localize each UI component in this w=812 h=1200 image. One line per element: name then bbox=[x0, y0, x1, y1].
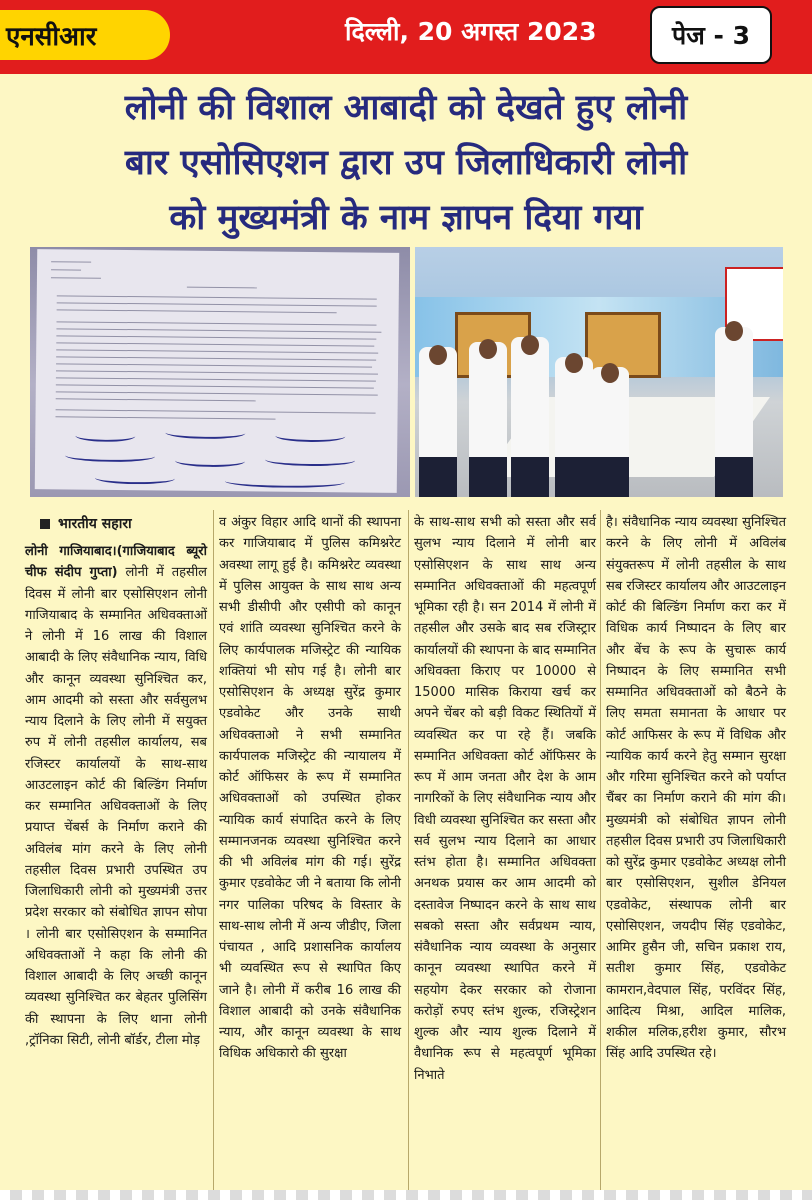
column-rule bbox=[213, 510, 214, 1190]
person bbox=[511, 337, 549, 497]
credit-line bbox=[40, 514, 132, 533]
dateline: दिल्ली, 20 अगस्त 2023 bbox=[345, 17, 597, 46]
article-column-4 bbox=[606, 512, 786, 1187]
article-column-1 bbox=[25, 541, 207, 1187]
article-column-3-text: के साथ-साथ सभी को सस्ता और सर्व सुलभ न्याय दिलाने में लोनी बार एसोसिएशन के साथ साथ अन्य सम्मानित अधिवक्ताओं की महत्वपूर्ण भूमिका रही है। सन 2014 में लोनी में तहसील और उसके बाद सब रजिस्ट्रार कार्यालयों की स्थापना के बाद सम्मानित अधिवक्ता किराए पर 10000 से 15000 मासिक किराया खर्च कर अपने चेंबर को बड़ी विकट स्थितियों में व्यवस्थित कर पा रहे हैं। जबकि सम्मानित अधिवक्ता कोर्ट ऑफिसर के रूप में आम जनता और देश के आम नागरिकों के लिए संवैधानिक न्याय और विधी व्यवस्था सुनिश्चित कर सस्ता और सर्व सुलभ न्याय दिलाने का आधार स्तंभ होता है। सम्मानित अधिवक्ता अनथक प्रयास कर आम आदमी को दस्तावेज निष्पादन करने के साथ साथ सबको सस्ता और सर्वप्रथम न्याय, संवैधानिक न्याय व्यवस्था के अनुसार कानून व्यवस्था स्थापित करने में सहयोग देकर सरकार को रोजाना करोड़ों रुपए स्तंभ शुल्क, रजिस्ट्रेशन शुल्क और न्याय शुल्क दिलाने में वैधानिक रूप से महत्वपूर्ण भूमिका निभाते bbox=[414, 515, 596, 1083]
memorandum-letter-photo bbox=[30, 247, 410, 497]
article-column-4-text: है। संवैधानिक न्याय व्यवस्था सुनिश्चित करने के लिए लोनी में अविलंब संयुक्तरूप में लोनी तहसील के साथ सब रजिस्टर कार्यालय और आउटलाइन कोर्ट की बिल्डिंग निर्माण करा कर में विधिक कार्य निष्पादन के लिए बार और बेंच के रूप के सुचारू कार्य निष्पादन के लिए सम्मानित सभी सम्मानित अधिवक्ताओं को बैठने के लिए समता समानता के आधार पर कोर्ट आफिसर के रूप में विधिक और न्यायिक कार्य करने हेतु सम्मान सुरक्षा और गरिमा सुनिश्चित करने को पर्याप्त चैंबर का निर्माण कराने की मांग की। मुख्यमंत्री को संबोधित ज्ञापन लोनी तहसील दिवस प्रभारी उप जिलाधिकारी को सुरेंद्र कुमार एडवोकेट अध्यक्ष लोनी बार एसोसिएशन, सुशील डेनियल एडवोकेट, संस्थापक लोनी बार एसोसिएशन, जयदीप सिंह एडवोकेट, आमिर हुसैन जी, सचिन प्रकाश राय, सतीश कुमार सिंह, एडवोकेट कामरान,वेदपाल सिंह, परविंदर सिंह, आदित्य मिश्रा, आदिल मालिक, शकील मलिक,हरीश कुमार, सौरभ सिंह आदि उपस्थित रहे। bbox=[606, 515, 786, 1062]
article-column-2 bbox=[219, 512, 401, 1187]
article-column-3 bbox=[414, 512, 596, 1187]
headline-line-3: को मुख्यमंत्री के नाम ज्ञापन दिया गया bbox=[169, 197, 643, 238]
article-lead: लोनी गाजियाबाद।(गाजियाबाद ब्यूरो चीफ संदीप गुप्ता) bbox=[25, 544, 207, 581]
headline-line-1: लोनी की विशाल आबादी को देखते हुए लोनी bbox=[124, 87, 688, 128]
column-rule bbox=[600, 510, 601, 1190]
column-rule bbox=[408, 510, 409, 1190]
credit-text: भारतीय सहारा bbox=[58, 516, 132, 532]
article-column-2-text: व अंकुर विहार आदि थानों की स्थापना कर गाजियाबाद में पुलिस कमिश्नरेट अवस्था लागू हुई है। कमिश्नरेट व्यवस्था में पुलिस आयुक्त के साथ साथ अन्य सभी डीसीपी और एसीपी को कानून एवं शांति व्यवस्था सुनिश्चित करने के लिए कार्यपालक मजिस्ट्रेट की न्यायिक शक्तियां भी सोप गई है। लोनी बार एसोसिएशन के अध्यक्ष सुरेंद्र कुमार एडवोकेट और उनके साथी अधिवक्ताओ ने सभी सम्मानित कार्यपालक मजिस्ट्रेट की न्यायालय में कोर्ट ऑफिसर के रूप में सम्मानित अधिवक्ताओं को उपस्थित होकर न्यायिक कार्य संपादित करने के लिए सम्मानजनक व्यवस्था सुनिश्चित करने की भी अविलंब मांग की गई। सुरेंद्र कुमार एडवोकेट जी ने बताया कि लोनी नगर पालिका परिषद के विस्तार के साथ-साथ लोनी में अन्य जीडीए, जिला पंचायत , आदि प्रशासनिक कार्यालय भी व्यवस्थित रूप से स्थापित किए जाने है। लोनी में करीब 16 लाख की विशाल आबादी को उनके संवैधानिक न्याय, और कानून व्यवस्था के साथ विधिक अधिकारो की सुरक्षा bbox=[219, 515, 401, 1062]
person-head bbox=[565, 353, 583, 373]
headline-line-2: बार एसोसिएशन द्वारा उप जिलाधिकारी लोनी bbox=[124, 142, 688, 183]
person bbox=[555, 357, 593, 497]
person bbox=[715, 327, 753, 497]
section-tag bbox=[0, 10, 170, 60]
person bbox=[469, 342, 507, 497]
footer-strip bbox=[0, 1190, 812, 1200]
article-column-1-text: लोनी में तहसील दिवस में लोनी बार एसोसिएशन लोनी गाजियाबाद के सम्मानित अधिवक्ताओं ने लोनी में 16 लाख की विशाल आबादी के लिए संवैधानिक न्याय, विधि और कानून व्यवस्था सुनिश्चित कर, आम आदमी को सस्ता और सर्वसुलभ न्याय दिलाने के लिए लोनी में सयुक्त रुप में लोनी तहसील कार्यालय, सब रजिस्टर कार्यालयों के साथ-साथ आउटलाइन कोर्ट की बिल्डिंग निर्माण कर सम्मानित अधिवक्ताओं के लिए प्रयाप्त चेंबर्स के निर्माण कराने की अविलंब मांग करने के लिए लोनी तहसील दिवस प्रभारी उपस्थित उप जिलाधिकारी लोनी को मुख्यमंत्री उत्तर प्रदेश सरकार को संबोधित ज्ञापन सोपा । लोनी बार एसोसिएशन के सम्मानित अधिवक्ताओं ने कहा कि लोनी की विशाल आबादी के लिए अच्छी कानून व्यवस्था सुनिश्चित कर बेहतर पुलिसिंग की स्थापना के लिए थाना लोनी ,ट्रॉनिका सिटी, लोनी बॉर्डर, टीला मोड़ bbox=[25, 565, 207, 1048]
person-head bbox=[521, 335, 539, 355]
person-head bbox=[725, 321, 743, 341]
meeting-photo bbox=[415, 247, 783, 497]
headline bbox=[20, 80, 792, 245]
square-bullet-icon bbox=[40, 519, 50, 529]
person-head bbox=[429, 345, 447, 365]
person bbox=[591, 367, 629, 497]
page-number: पेज - 3 bbox=[672, 21, 750, 50]
page-number-box bbox=[650, 6, 772, 64]
person bbox=[419, 347, 457, 497]
section-label: एनसीआर bbox=[6, 22, 97, 52]
masthead-bar bbox=[0, 0, 812, 74]
person-head bbox=[479, 339, 497, 359]
person-head bbox=[601, 363, 619, 383]
letter-paper bbox=[35, 249, 399, 493]
